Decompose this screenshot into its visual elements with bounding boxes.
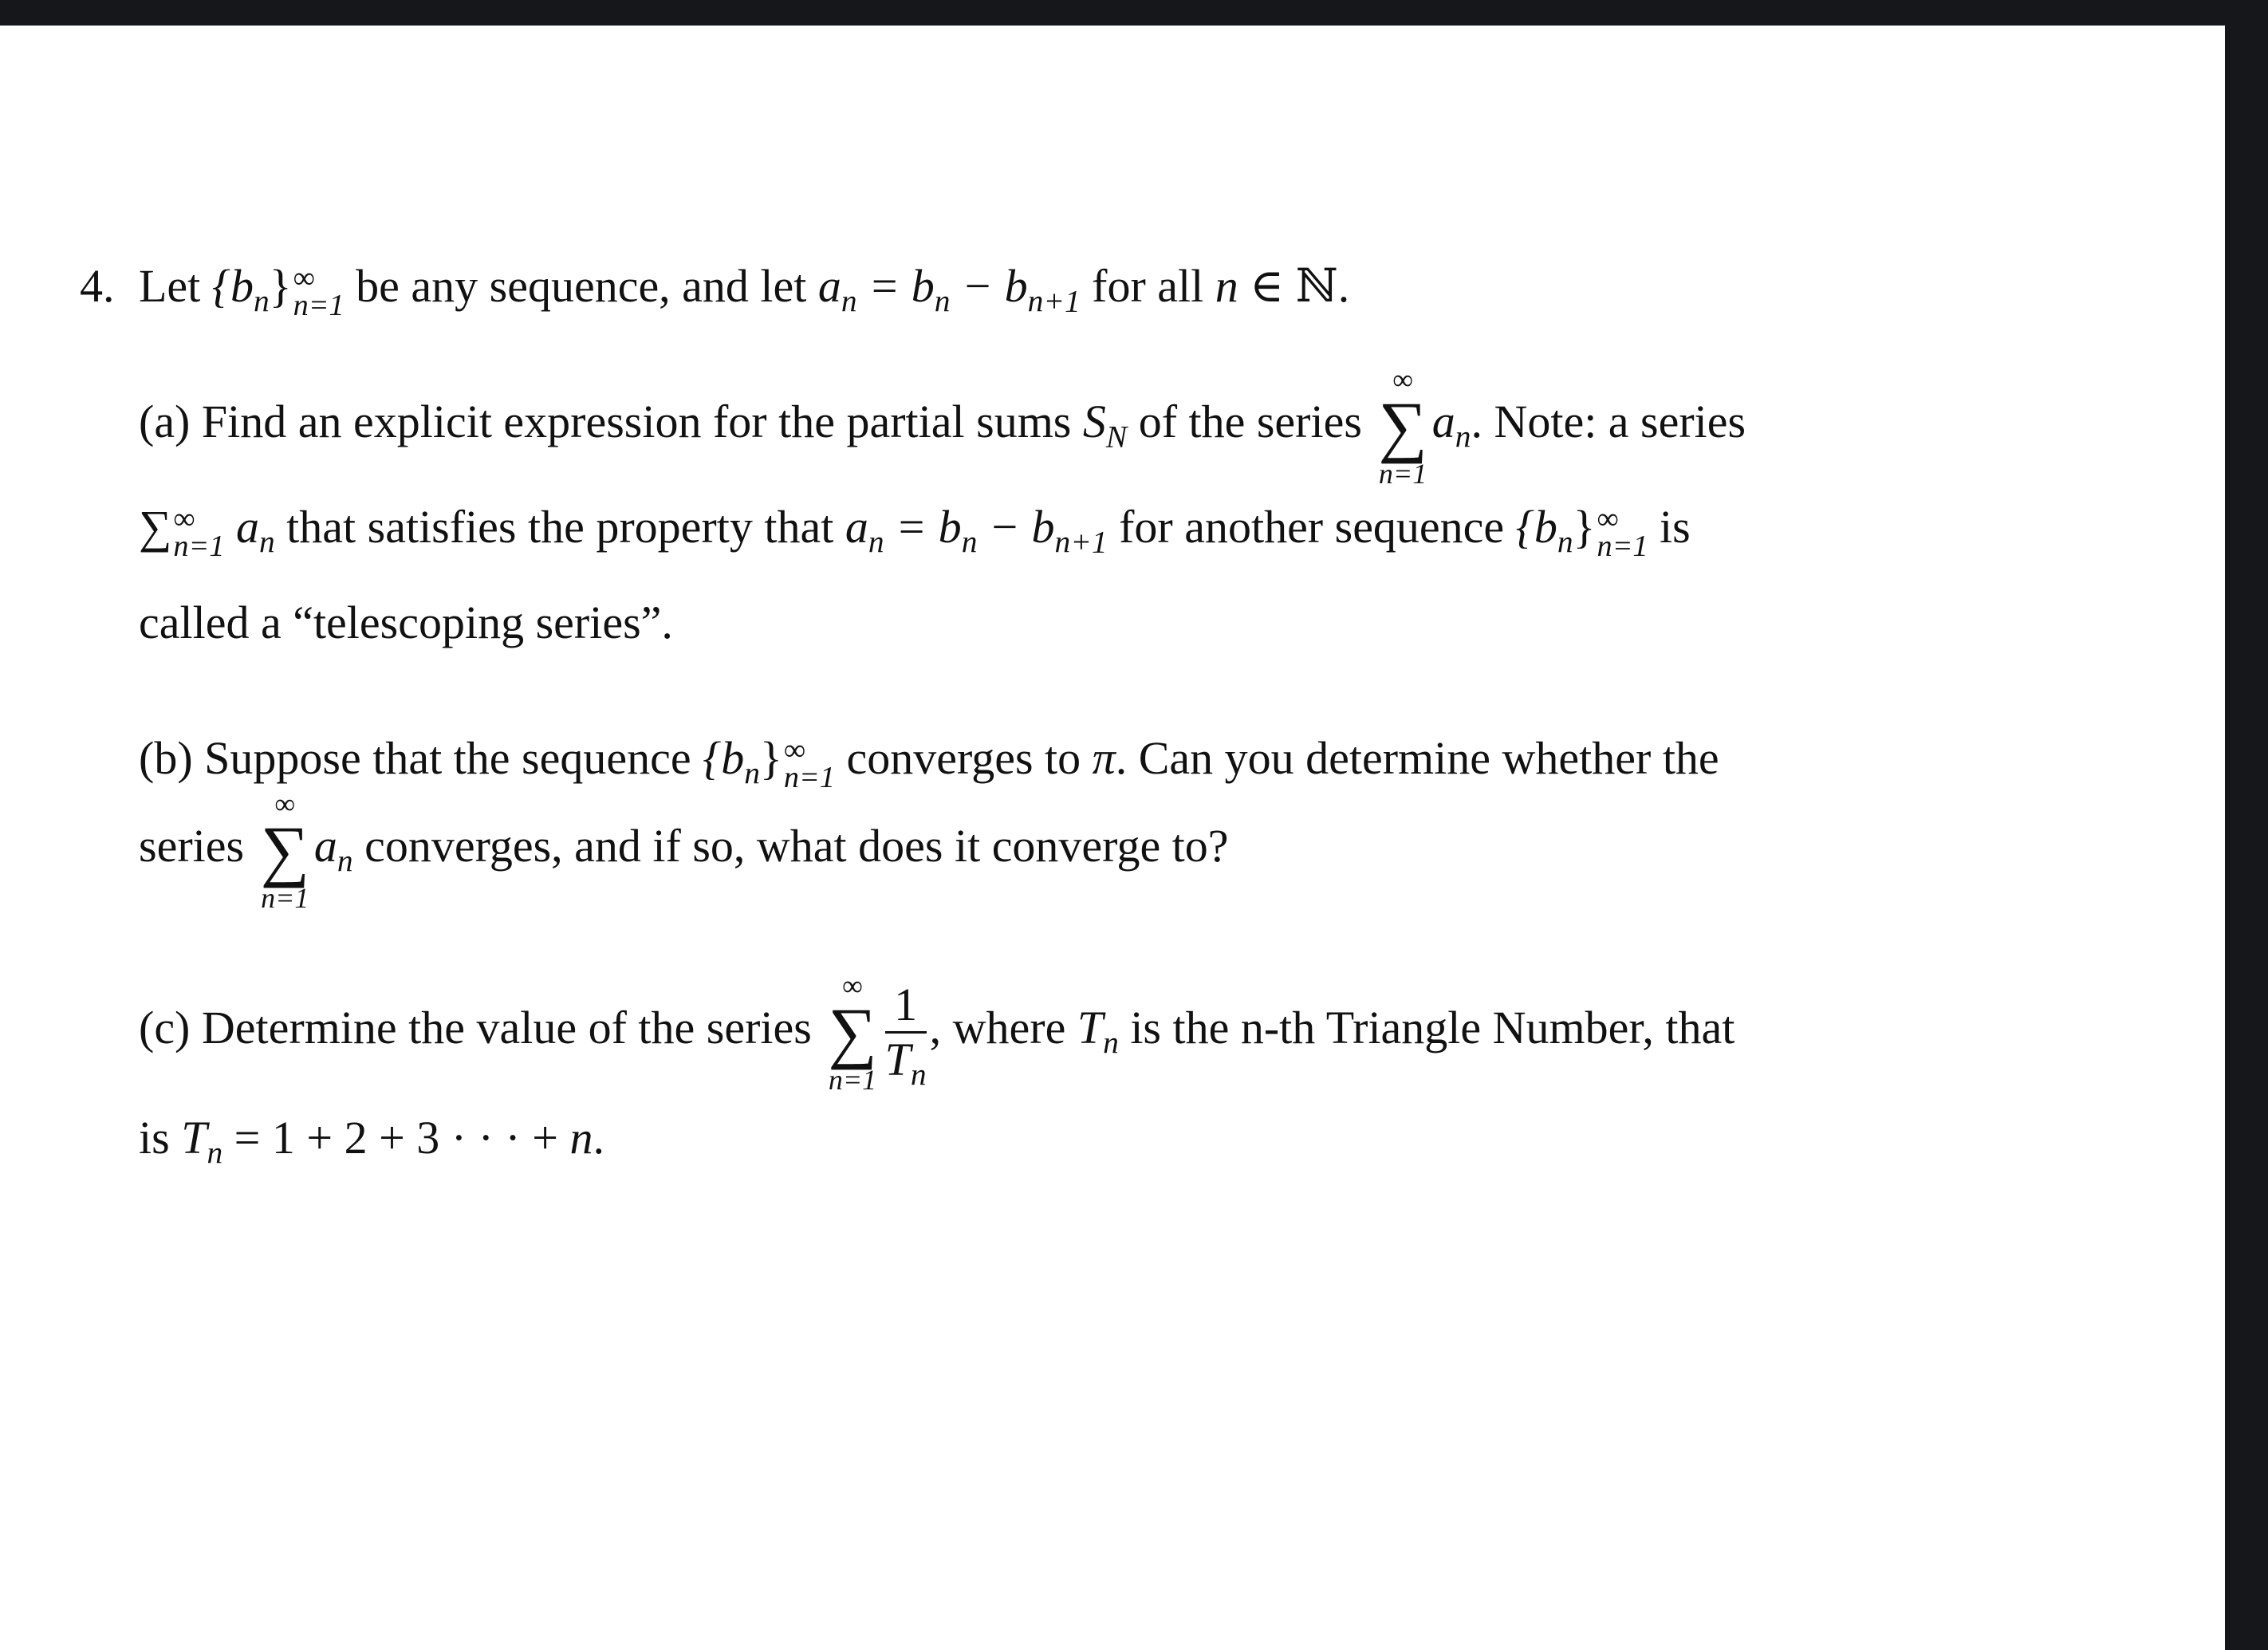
part-b-line-1: (b) Suppose that the sequence $\{b_n\}$ ∞ n=1 converges to π. Can you determine whether the xyxy=(139,732,1719,795)
part-b-line-2: series ∞ ∑ n=1 $a_n$ converges, and if so, what does it converge to? xyxy=(139,788,1229,914)
sum-operator: ∞ ∑ n=1 xyxy=(260,788,309,914)
sum-operator: ∞ ∑ n=1 xyxy=(1378,364,1427,490)
part-a-line-3: called a “telescoping series”. xyxy=(139,597,673,648)
problem-statement: Let $\{b_n\}$ ∞ n=1 be any sequence, and let $a_n = b_n - b_{n+1}$ for all n ∈ ℕ. xyxy=(139,260,1350,323)
window-edge xyxy=(2225,26,2268,1650)
part-c-line-2: is $T_n = 1 + 2 + 3$ · · · + n. xyxy=(139,1112,604,1171)
part-a-line-2: ∑ ∞ n=1 $a_n$ that satisfies the property that $a_n = b_n - b_{n+1}$ for another sequence $\{b_n\}$ ∞ n=1 is xyxy=(139,501,1691,564)
sum-operator: ∞ ∑ n=1 xyxy=(828,970,877,1096)
part-c-line-1: (c) Determine the value of the series ∞ ∑ n=1 $\frac{1}{T_n}$ , where $T_n$ is the n-th Triangle Number, that xyxy=(139,970,1735,1096)
part-a-line-1: (a) Find an explicit expression for the partial sums $S_N$ of the series ∞ ∑ n=1 $a_n$. Note: a series xyxy=(139,364,1746,490)
problem-number: 4. xyxy=(80,260,115,312)
fraction-one-over-tn: $\frac{1}{T_n}$ xyxy=(884,979,927,1093)
